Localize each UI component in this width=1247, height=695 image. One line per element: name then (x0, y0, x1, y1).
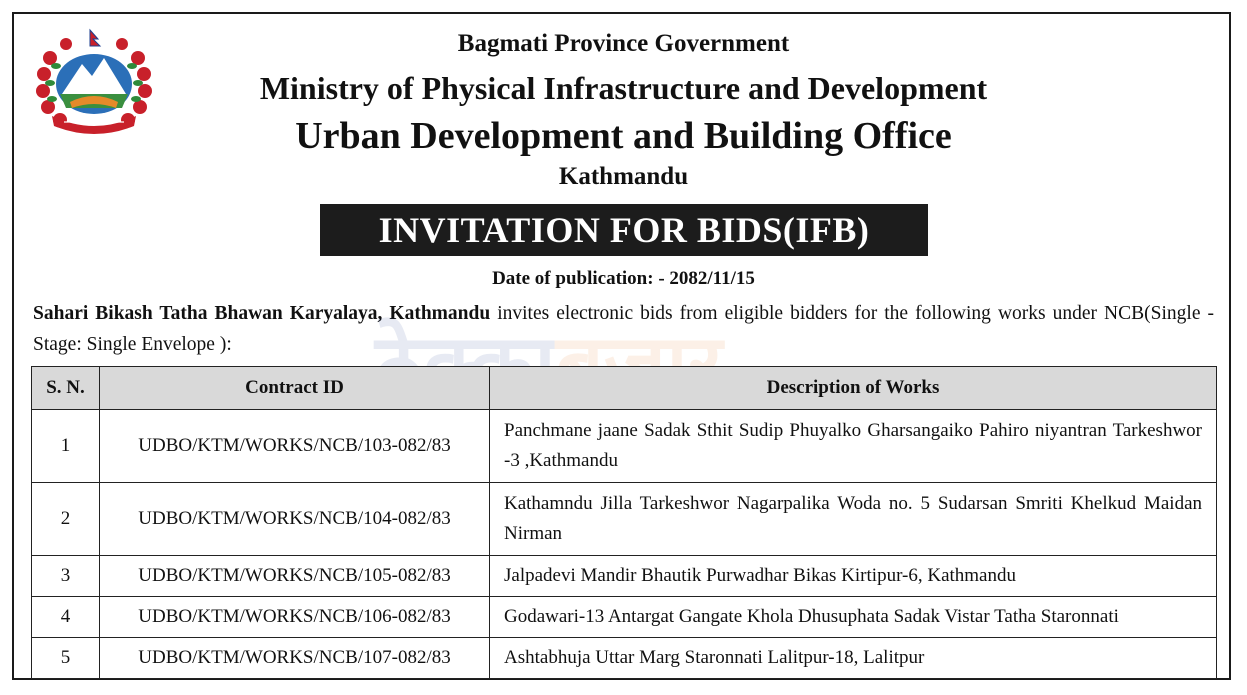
cell-contract-id: UDBO/KTM/WORKS/NCB/104-082/83 (100, 483, 490, 556)
header-description: Description of Works (490, 367, 1217, 410)
cell-sn: 3 (32, 556, 100, 597)
cell-contract-id: UDBO/KTM/WORKS/NCB/106-082/83 (100, 597, 490, 638)
intro-text: invites electronic bids from eligible bidders for the following works under NCB(Single -Stage: Single Envelope ): (33, 303, 1214, 355)
cell-sn: 1 (32, 410, 100, 483)
table-row (32, 638, 1217, 679)
publication-date: Date of publication: - 2082/11/15 (492, 268, 755, 289)
cell-sn: 4 (32, 597, 100, 638)
table-row (32, 597, 1217, 638)
bids-table (31, 366, 1217, 679)
cell-description: Jalpadevi Mandir Bhautik Purwadhar Bikas Kirtipur-6, Kathmandu (490, 556, 1217, 597)
ministry-title: Ministry of Physical Infrastructure and Development (259, 70, 988, 106)
cell-description: Kathamndu Jilla Tarkeshwor Nagarpalika Woda no. 5 Sudarsan Smriti Khelkud Maidan Nirman (490, 483, 1217, 556)
office-title: Urban Development and Building Office (295, 115, 952, 157)
province-title: Bagmati Province Government (457, 30, 790, 57)
table-header-row (32, 367, 1217, 410)
cell-description: Panchmane jaane Sadak Sthit Sudip Phuyalko Gharsangaiko Pahiro niyantran Tarkeshwor -3 ,Kathmandu (490, 410, 1217, 483)
table-row (32, 556, 1217, 597)
city-title: Kathmandu (558, 163, 689, 190)
table-row (32, 483, 1217, 556)
watermark-part-1: ठेक्का (375, 316, 556, 414)
cell-sn: 2 (32, 483, 100, 556)
header-contract-id: Contract ID (100, 367, 490, 410)
cell-description: Godawari-13 Antargat Gangate Khola Dhusuphata Sadak Vistar Tatha Staronnati (490, 597, 1217, 638)
ifb-banner: INVITATION FOR BIDS(IFB) (320, 204, 928, 256)
cell-contract-id: UDBO/KTM/WORKS/NCB/105-082/83 (100, 556, 490, 597)
cell-description: Ashtabhuja Uttar Marg Staronnati Lalitpur-18, Lalitpur (490, 638, 1217, 679)
header-sn: S. N. (32, 367, 100, 410)
intro-organization: Sahari Bikash Tatha Bhawan Karyalaya, Kathmandu (33, 303, 491, 324)
intro-paragraph (33, 298, 1214, 360)
cell-sn: 5 (32, 638, 100, 679)
watermark-part-2: बजार (555, 316, 723, 414)
cell-contract-id: UDBO/KTM/WORKS/NCB/103-082/83 (100, 410, 490, 483)
table-row (32, 410, 1217, 483)
cell-contract-id: UDBO/KTM/WORKS/NCB/107-082/83 (100, 638, 490, 679)
